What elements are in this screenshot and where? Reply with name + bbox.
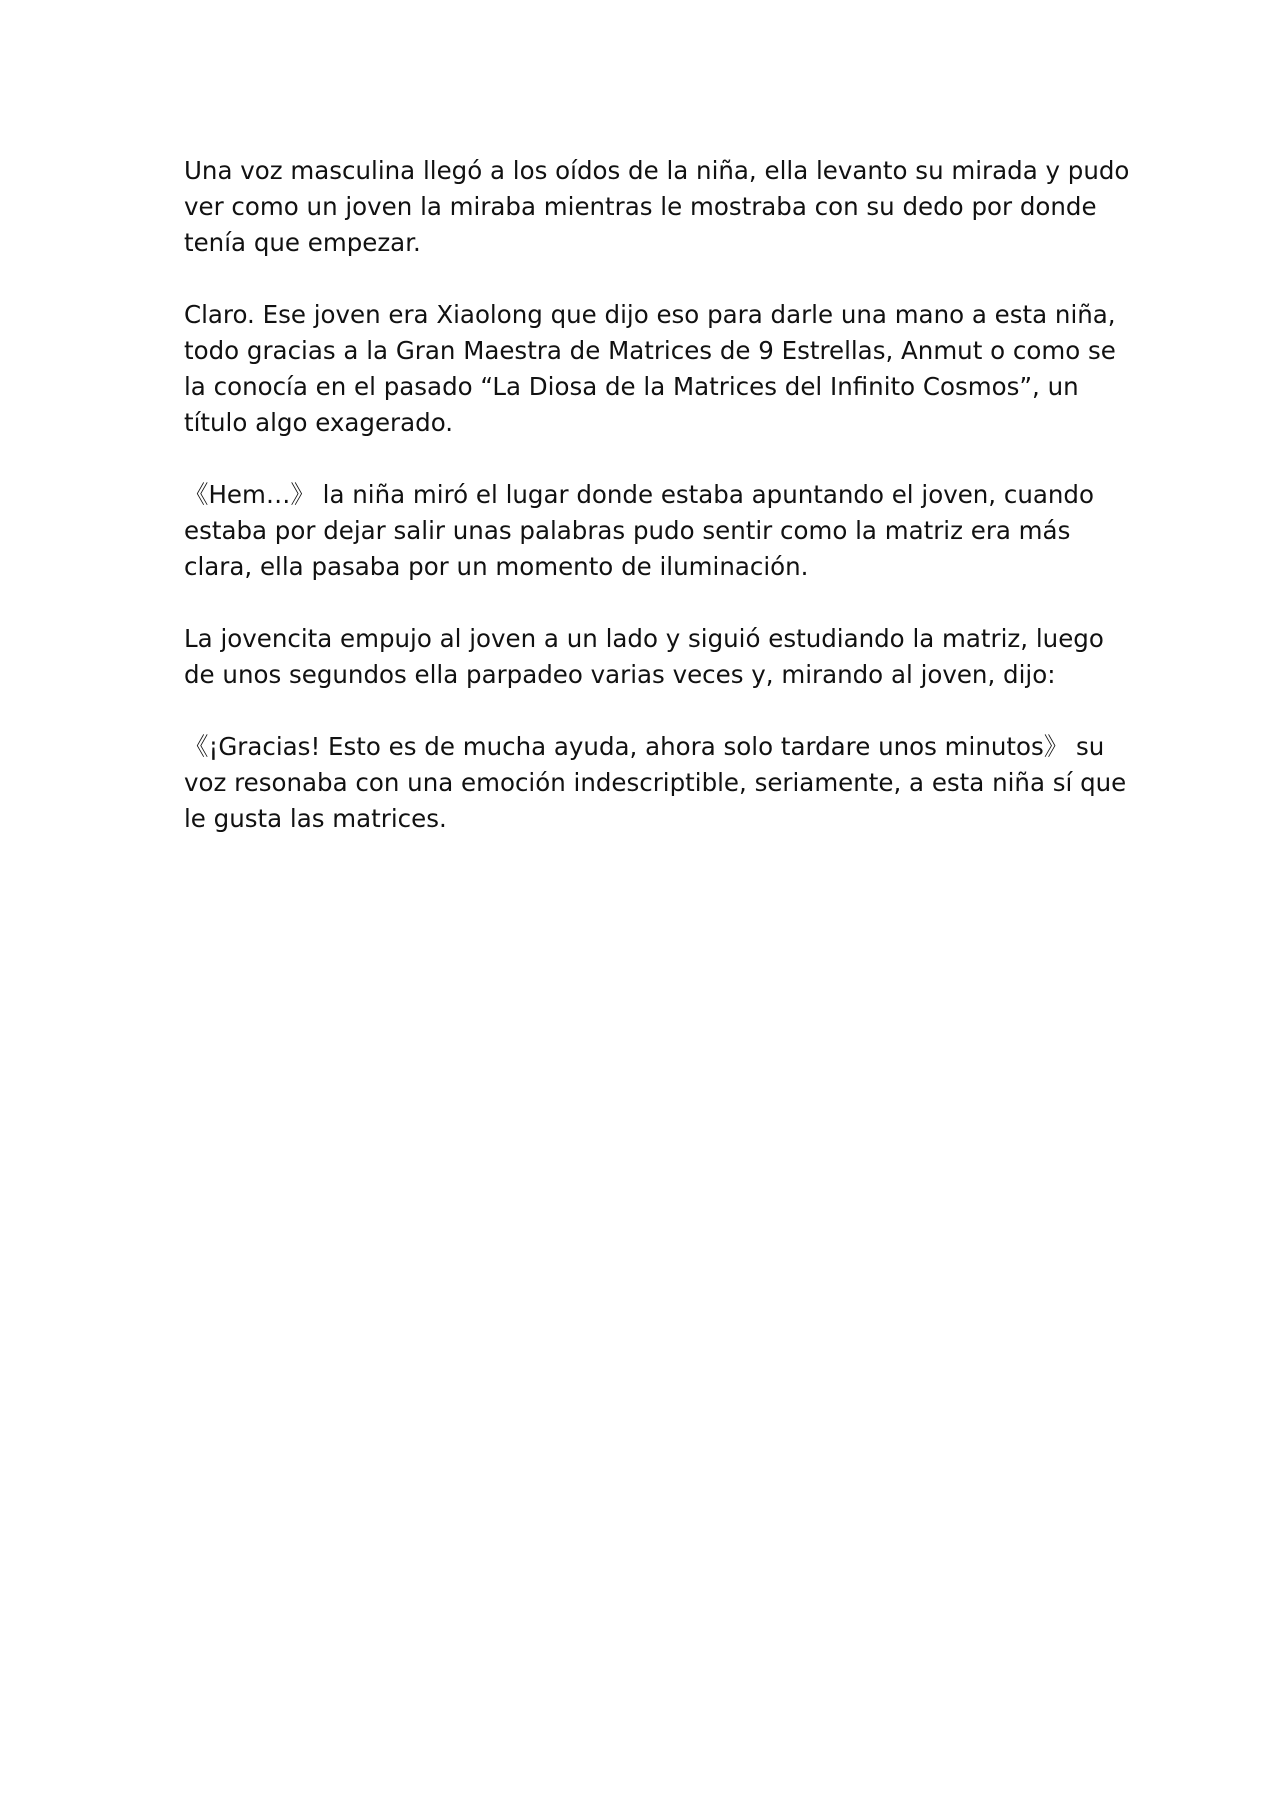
paragraph-5 (184, 729, 1127, 837)
paragraph-line: La jovencita empujo al joven a un lado y siguió estudiando la matriz, luego (184, 624, 1104, 653)
paragraph-line: de unos segundos ella parpadeo varias veces y, mirando al joven, dijo: (184, 660, 1056, 689)
paragraph-line: todo gracias a la Gran Maestra de Matrices de 9 Estrellas, Anmut o como se (184, 336, 1116, 365)
paragraph-line: ver como un joven la miraba mientras le mostraba con su dedo por donde (184, 192, 1097, 221)
paragraph-line: tenía que empezar. (184, 228, 421, 257)
paragraph-line: 《Hem…》 la niña miró el lugar donde estaba apuntando el joven, cuando (184, 480, 1094, 509)
paragraph-spacer (184, 693, 1114, 729)
paragraph-spacer (184, 441, 1114, 477)
paragraph-4 (184, 621, 1114, 693)
paragraph-line: estaba por dejar salir unas palabras pudo sentir como la matriz era más (184, 516, 1071, 545)
paragraph-line: le gusta las matrices. (184, 804, 447, 833)
paragraph-spacer (184, 585, 1114, 621)
paragraph-line: Una voz masculina llegó a los oídos de la niña, ella levanto su mirada y pudo (184, 156, 1130, 185)
paragraph-line: la conocía en el pasado “La Diosa de la Matrices del Infinito Cosmos”, un (184, 372, 1079, 401)
paragraph-3 (184, 477, 1114, 585)
paragraph-line: voz resonaba con una emoción indescriptible, seriamente, a esta niña sí que (184, 768, 1127, 797)
document-body (184, 153, 1130, 837)
paragraph-line: clara, ella pasaba por un momento de iluminación. (184, 552, 809, 581)
paragraph-line: título algo exagerado. (184, 408, 454, 437)
paragraph-1 (184, 153, 1130, 261)
paragraph-line: 《¡Gracias! Esto es de mucha ayuda, ahora solo tardare unos minutos》 su (184, 732, 1105, 761)
paragraph-2 (184, 297, 1114, 441)
paragraph-line: Claro. Ese joven era Xiaolong que dijo eso para darle una mano a esta niña, (184, 300, 1116, 329)
paragraph-spacer (184, 261, 1114, 297)
